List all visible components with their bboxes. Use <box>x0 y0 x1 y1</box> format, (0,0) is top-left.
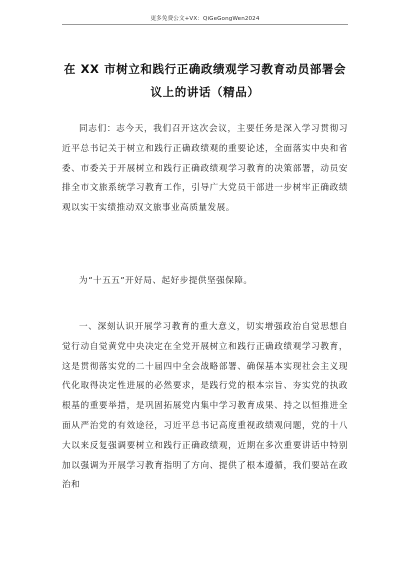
header-divider <box>62 24 348 25</box>
paragraph-section-one: 一、深刻认识开展学习教育的重大意义，切实增强政治自觉思想自觉行动自觉黄党中央决定在全党开展树立和践行正确政绩观学习教育，这是贯彻落实党的二十届四中全会战略部署、确保基本实现社会主义现代化取得决定性进展的必然要求，是践行党的根本宗旨、夯实党的执政根基的重要举措，是巩固拓展党内集中学习教育成果、持之以恒推进全面从严治党的有效途径，习近平总书记高度重视政绩观问题，党的十八大以来反复强调要树立和践行正确政绩观，近期在多次重要讲话中特别加以强调为开展学习教育指明了方向、提供了根本遵循，我们要站在政治和 <box>62 322 348 491</box>
header-note: 更多免费公文+VX：QiGeGongWen2024 <box>150 16 260 22</box>
document-title: 在 XX 市树立和践行正确政绩观学习教育动员部署会议上的讲话（精品） <box>63 62 347 99</box>
paragraph-opening: 同志们：志今天，我们召开这次会议，主要任务是深入学习贯彻习近平总书记关于树立和践行正确政绩观的重要论述，全面落实中央和省委、市委关于开展树立和践行正确政绩观学习教育的决策部署，动员安排全市文旅系统学习教育工作，引导广大党员干部进一步树牢正确政绩观以实干实绩推动双文旅事业高质量发展。 <box>62 124 348 214</box>
paragraph-goal: 为“十五五”开好局、起好步提供坚强保障。 <box>79 276 253 286</box>
